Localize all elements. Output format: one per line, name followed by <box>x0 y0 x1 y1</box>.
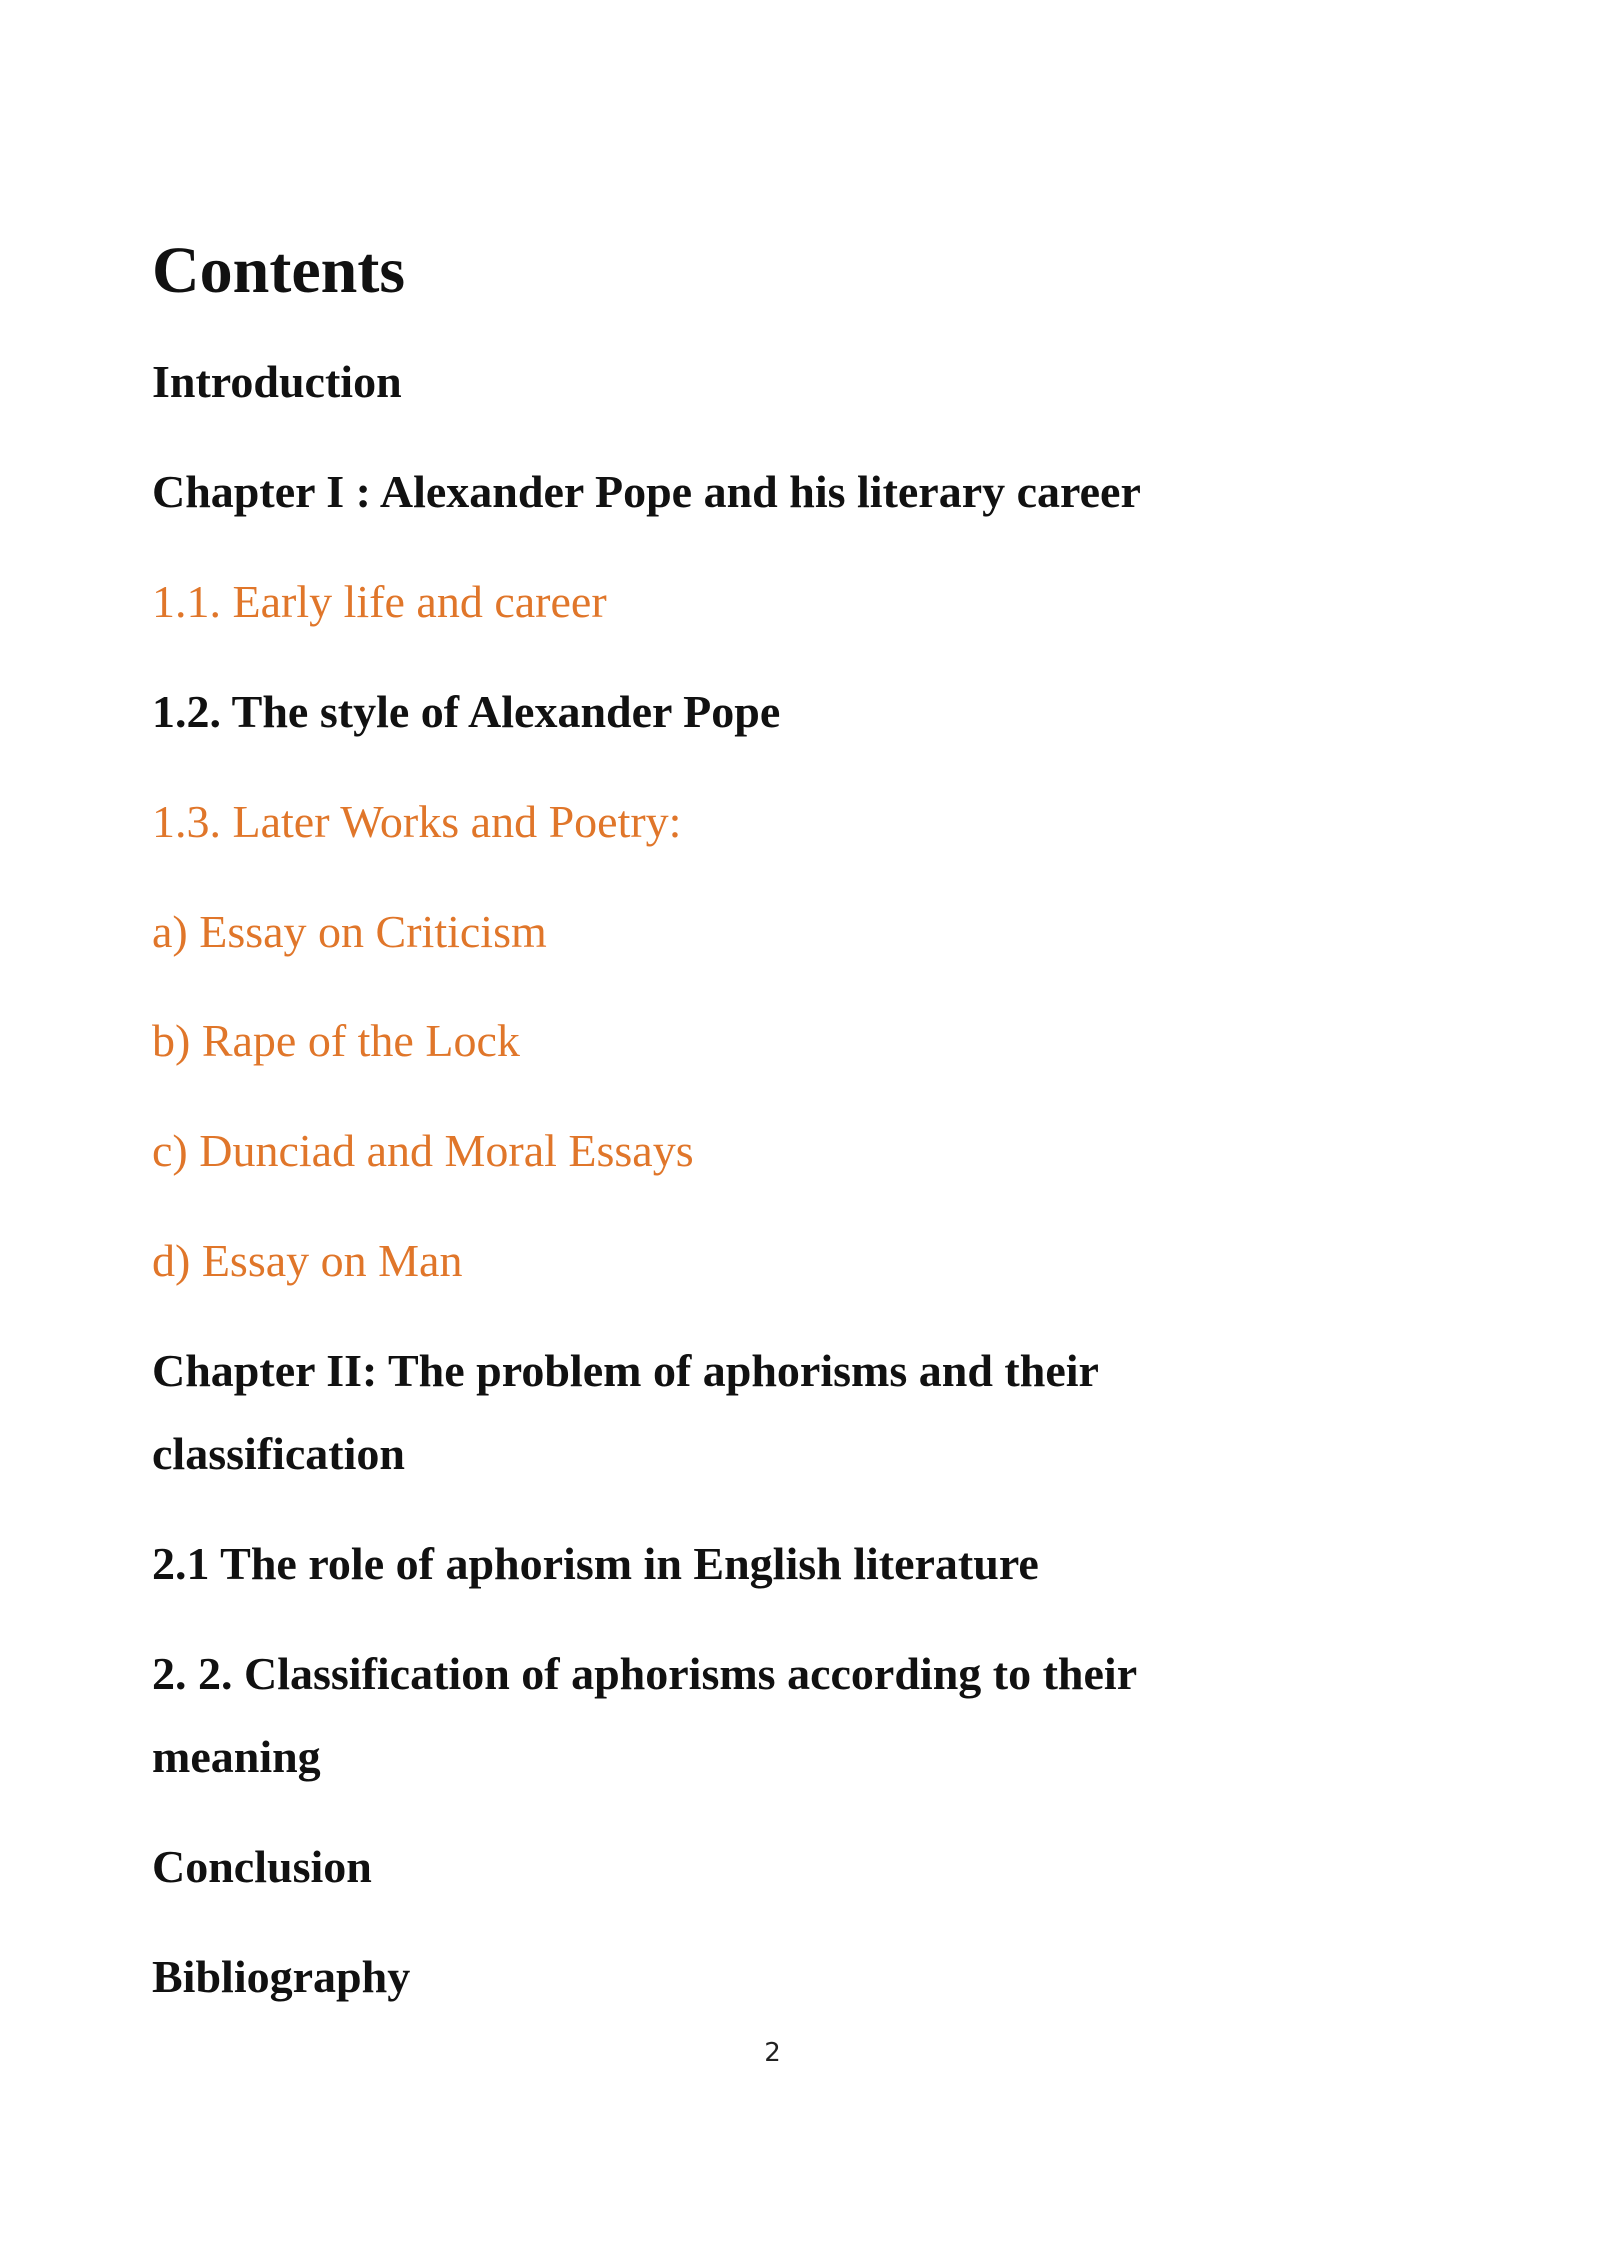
toc-entry-1-3-c: c) Dunciad and Moral Essays <box>152 1125 694 1176</box>
toc-entry-2-2-line-1: 2. 2. Classification of aphorisms according to their <box>152 1648 1138 1699</box>
contents-title: Contents <box>152 234 406 307</box>
page-number: 2 <box>764 2038 781 2068</box>
toc-entry-2-1: 2.1 The role of aphorism in English literature <box>152 1538 1039 1589</box>
toc-entry-1-2: 1.2. The style of Alexander Pope <box>152 686 781 737</box>
toc-entry-chapter-2-line-1: Chapter II: The problem of aphorisms and their <box>152 1345 1099 1396</box>
toc-entry-2-2-line-2: meaning <box>152 1731 321 1782</box>
toc-entry-1-3: 1.3. Later Works and Poetry: <box>152 796 682 847</box>
toc-entry-chapter-1: Chapter I : Alexander Pope and his literary career <box>152 466 1141 517</box>
toc-entry-chapter-2-line-2: classification <box>152 1428 405 1479</box>
toc-entry-conclusion: Conclusion <box>152 1841 372 1892</box>
toc-entry-bibliography: Bibliography <box>152 1951 411 2002</box>
toc-entry-introduction: Introduction <box>152 356 402 407</box>
toc-entry-1-1: 1.1. Early life and career <box>152 576 607 627</box>
toc-entry-1-3-d: d) Essay on Man <box>152 1235 463 1286</box>
toc-entry-1-3-b: b) Rape of the Lock <box>152 1015 520 1066</box>
toc-entry-1-3-a: a) Essay on Criticism <box>152 906 547 957</box>
